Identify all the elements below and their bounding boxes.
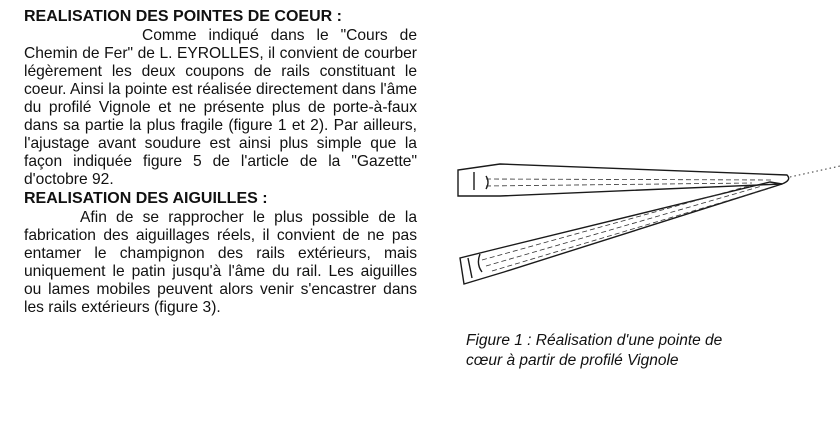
figure-caption-line-2: cœur à partir de profilé Vignole (466, 352, 679, 369)
paragraph-pointes-de-coeur (24, 27, 417, 189)
upper-rail-web-edge (486, 176, 488, 189)
paragraph-text: Comme indiqué dans le "Cours de Chemin de Fer" de L. EYROLLES, il convient de courber légèrement les deux coupons de rails constituant le coeur. Ainsi la pointe est réalisée directement dans l'âme du profilé Vignole et ne présente plus de porte-à-faux dans sa partie la plus fragile (figure 1 et 2). Par ailleurs, l'ajustage avant soudure est ainsi plus simple que la façon indiquée figure 5 de l'article de la "Gazette" d'octobre 92. (24, 27, 417, 188)
section-heading-aiguilles: REALISATION DES AIGUILLES : (24, 190, 268, 207)
lower-rail-hidden-line-2 (486, 186, 762, 266)
text-column (24, 8, 417, 317)
upper-rail-hidden-line-2 (486, 183, 752, 186)
section-heading-pointes-de-coeur: REALISATION DES POINTES DE COEUR : (24, 8, 342, 25)
figure-caption (466, 331, 806, 371)
frog-point-figure (452, 120, 840, 300)
frog-point-drawing (452, 120, 840, 300)
paragraph-text: Afin de se rapprocher le plus possible de la fabrication des aiguillages réels, il convient de ne pas entamer le champignon des rails extérieurs, mais uniquement le patin jusqu'à l'âme du rail. Les aiguilles ou lames mobiles peuvent alors venir s'encastrer dans les rails extérieurs (figure 3). (24, 209, 417, 316)
upper-rail-hidden-line-1 (486, 179, 772, 180)
lower-rail-outline (460, 182, 782, 284)
point-extension-dotted-line (790, 166, 840, 177)
upper-rail-outline (458, 164, 789, 196)
lower-rail-web (468, 258, 472, 278)
figure-caption-line-1: Figure 1 : Réalisation d'une pointe de (466, 332, 723, 349)
lower-rail-web-edge (478, 254, 482, 272)
paragraph-aiguilles (24, 209, 417, 317)
